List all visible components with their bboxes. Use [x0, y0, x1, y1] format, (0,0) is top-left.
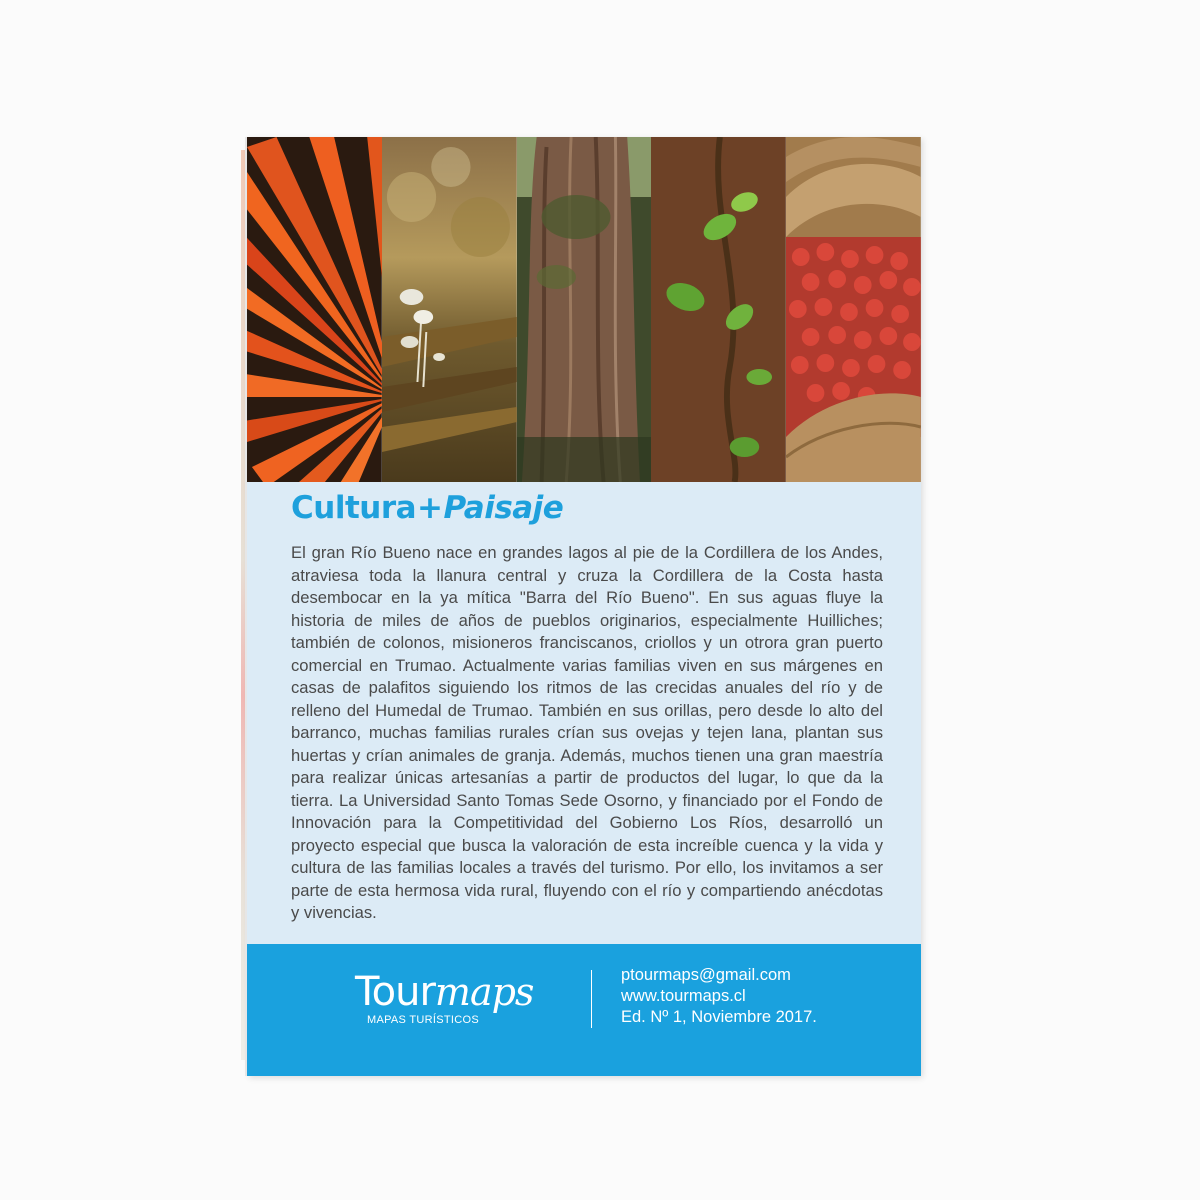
footer-bar: [247, 944, 921, 1076]
photo-mushrooms: [382, 137, 517, 482]
contact-website: www.tourmaps.cl: [621, 987, 746, 1005]
title-part-paisaje: Paisaje: [443, 490, 564, 526]
contact-info: [621, 965, 817, 1028]
logo-tagline: MAPAS TURÍSTICOS: [367, 1014, 479, 1026]
content-panel: [247, 482, 921, 944]
logo-tour: Tour: [355, 969, 435, 1015]
title-part-cultura: Cultura: [291, 490, 417, 526]
footer-divider: [591, 970, 592, 1028]
body-paragraph: El gran Río Bueno nace en grandes lagos al pie de la Cordillera de los Andes, atraviesa toda la llanura central y cruza la Cordillera de la Costa hasta desembocar en la ya mítica "Barra del Río Bueno". En sus aguas fluye la historia de miles de años de pueblos originarios, especialmente Huilliches; también de colonos, misioneros franciscanos, criollos y un otrora gran puerto comercial en Trumao. Actualmente varias familias viven en sus márgenes en casas de palafitos siguiendo los ritmos de las crecidas anuales del río y de relleno del Humedal de Trumao. También en sus orillas, pero desde lo alto del barranco, muchas familias rurales crían sus ovejas y tejen lana, plantan sus huertas y crían animales de granja. Además, muchos tienen una gran maestría para realizar únicas artesanías a partir de productos del lugar, lo que da la tierra. La Universidad Santo Tomas Sede Osorno, y financiado por el Fondo de Innovación para la Competitividad del Gobierno Los Ríos, desarrolló un proyecto especial que busca la valoración de esta increíble cuenca y la vida y cultura de las familias locales a través del turismo. Por ello, los invitamos a ser parte de esta hermosa vida rural, fluyendo con el río y compartiendo anécdotas y vivencias.: [291, 543, 883, 922]
edition-info: Ed. Nº 1, Noviembre 2017.: [621, 1008, 817, 1026]
photo-vine-bark: [651, 137, 786, 482]
logo-maps: maps: [434, 970, 534, 1014]
tourmaps-logo: [355, 969, 534, 1026]
section-title: [291, 490, 563, 526]
title-plus: +: [417, 490, 443, 526]
booklet-back-cover: [247, 137, 921, 1076]
photo-strip: [247, 137, 921, 482]
photo-ancient-tree: [517, 137, 652, 482]
contact-email: ptourmaps@gmail.com: [621, 966, 791, 984]
photo-orange-flower: [247, 137, 382, 482]
photo-rose-hips-basket: [786, 137, 921, 482]
